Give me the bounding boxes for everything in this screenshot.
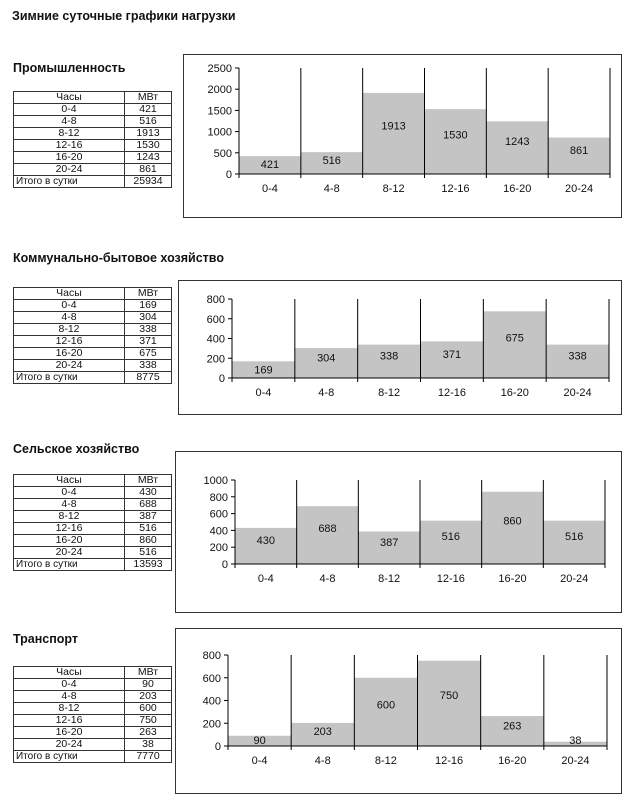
y-tick-label: 600 [202, 672, 221, 685]
section-title: Промышленность [13, 61, 126, 75]
hours-cell: 16-20 [14, 535, 125, 547]
x-tick-label: 0-4 [251, 755, 268, 767]
value-cell: 304 [125, 312, 172, 324]
chart-frame [175, 628, 622, 794]
data-label: 387 [379, 537, 399, 550]
x-tick-label: 20-24 [565, 183, 594, 195]
y-tick-label: 200 [202, 718, 221, 731]
power-header: МВт [125, 667, 172, 679]
y-tick-label: 600 [206, 313, 225, 326]
data-label: 371 [442, 348, 462, 361]
data-label: 203 [313, 725, 332, 738]
x-tick-label: 16-20 [498, 755, 527, 767]
value-cell: 169 [125, 300, 172, 312]
bar-chart [176, 629, 621, 793]
y-tick-label: 800 [206, 294, 225, 306]
data-label: 1913 [381, 120, 406, 133]
x-tick-label: 4-8 [319, 573, 336, 585]
x-tick-label: 12-16 [441, 183, 470, 195]
value-cell: 1913 [125, 128, 172, 140]
value-cell: 516 [125, 523, 172, 535]
hours-cell: 12-16 [14, 523, 125, 535]
y-tick-label: 500 [213, 147, 232, 160]
y-tick-label: 400 [206, 333, 225, 346]
y-tick-label: 200 [206, 353, 225, 366]
y-tick-label: 200 [209, 542, 228, 555]
value-cell: 600 [125, 703, 172, 715]
data-label: 169 [254, 364, 273, 377]
value-cell: 861 [125, 164, 172, 176]
x-tick-label: 0-4 [257, 573, 274, 585]
total-value: 8775 [125, 372, 172, 384]
x-tick-label: 4-8 [314, 755, 331, 767]
hours-cell: 8-12 [14, 128, 125, 140]
hours-cell: 20-24 [14, 360, 125, 372]
total-value: 25934 [125, 176, 172, 188]
value-cell: 516 [125, 547, 172, 559]
data-label: 600 [376, 699, 396, 712]
table-header-row [14, 667, 172, 679]
data-label: 421 [260, 159, 280, 172]
bar [354, 678, 417, 746]
x-tick-label: 16-20 [500, 387, 529, 399]
value-cell: 675 [125, 348, 172, 360]
power-header: МВт [125, 92, 172, 104]
total-label: Итого в сутки [14, 751, 125, 763]
table-total-row [14, 751, 172, 763]
y-tick-label: 0 [218, 373, 225, 385]
table-row [14, 703, 172, 715]
hours-cell: 12-16 [14, 140, 125, 152]
power-header: МВт [125, 288, 172, 300]
data-label: 750 [439, 690, 459, 703]
table-row [14, 727, 172, 739]
hours-cell: 12-16 [14, 336, 125, 348]
data-label: 304 [317, 352, 336, 365]
total-label: Итого в сутки [14, 176, 125, 188]
hours-cell: 8-12 [14, 703, 125, 715]
data-label: 860 [503, 515, 522, 528]
y-tick-label: 400 [209, 525, 228, 538]
x-tick-label: 8-12 [374, 755, 397, 767]
table-row [14, 691, 172, 703]
hours-cell: 20-24 [14, 547, 125, 559]
hours-cell: 16-20 [14, 727, 125, 739]
table-row [14, 679, 172, 691]
data-label: 338 [568, 350, 587, 363]
y-tick-label: 1000 [207, 126, 232, 139]
value-cell: 387 [125, 511, 172, 523]
hours-cell: 0-4 [14, 679, 125, 691]
data-label: 688 [318, 523, 337, 536]
value-cell: 750 [125, 715, 172, 727]
bar [418, 661, 481, 746]
y-tick-label: 400 [202, 695, 221, 708]
table-row [14, 715, 172, 727]
x-tick-label: 8-12 [378, 387, 401, 399]
power-header: МВт [125, 475, 172, 487]
value-cell: 421 [125, 104, 172, 116]
x-tick-label: 20-24 [563, 387, 592, 399]
total-value: 7770 [125, 751, 172, 763]
total-label: Итого в сутки [14, 372, 125, 384]
value-cell: 1243 [125, 152, 172, 164]
hours-cell: 0-4 [14, 104, 125, 116]
section-title: Транспорт [13, 632, 79, 646]
hours-cell: 20-24 [14, 164, 125, 176]
value-cell: 38 [125, 739, 172, 751]
hours-cell: 0-4 [14, 300, 125, 312]
x-tick-label: 4-8 [318, 387, 335, 399]
hours-header: Часы [14, 667, 125, 679]
value-cell: 90 [125, 679, 172, 691]
total-value: 13593 [125, 559, 172, 571]
x-tick-label: 4-8 [323, 183, 340, 195]
x-tick-label: 16-20 [503, 183, 532, 195]
x-tick-label: 20-24 [561, 755, 590, 767]
data-label: 1243 [505, 136, 530, 149]
x-tick-label: 12-16 [435, 755, 464, 767]
hours-header: Часы [14, 288, 125, 300]
value-cell: 516 [125, 116, 172, 128]
y-tick-label: 1000 [203, 475, 228, 487]
data-label: 338 [379, 350, 399, 363]
value-cell: 203 [125, 691, 172, 703]
hours-cell: 4-8 [14, 312, 125, 324]
y-tick-label: 1500 [207, 105, 232, 118]
y-tick-label: 0 [221, 559, 228, 571]
value-cell: 1530 [125, 140, 172, 152]
hours-cell: 20-24 [14, 739, 125, 751]
data-label: 90 [253, 735, 266, 747]
y-tick-label: 800 [202, 650, 221, 662]
x-tick-label: 12-16 [436, 573, 465, 585]
hours-cell: 4-8 [14, 499, 125, 511]
hours-cell: 8-12 [14, 511, 125, 523]
x-tick-label: 20-24 [560, 573, 589, 585]
value-cell: 338 [125, 324, 172, 336]
hours-cell: 16-20 [14, 348, 125, 360]
value-cell: 860 [125, 535, 172, 547]
hours-header: Часы [14, 92, 125, 104]
x-tick-label: 0-4 [255, 387, 272, 399]
section-title: Сельское хозяйство [13, 442, 140, 456]
data-label: 516 [441, 531, 461, 544]
hours-header: Часы [14, 475, 125, 487]
x-tick-label: 0-4 [261, 183, 278, 195]
data-label: 861 [569, 144, 589, 157]
y-tick-label: 600 [209, 508, 228, 521]
value-cell: 338 [125, 360, 172, 372]
hours-cell: 4-8 [14, 116, 125, 128]
section-title: Коммунально-бытовое хозяйство [13, 251, 224, 265]
x-tick-label: 12-16 [437, 387, 466, 399]
y-tick-label: 2500 [207, 63, 232, 75]
total-label: Итого в сутки [14, 559, 125, 571]
x-tick-label: 8-12 [382, 183, 405, 195]
data-label: 38 [569, 735, 582, 747]
hours-cell: 0-4 [14, 487, 125, 499]
x-tick-label: 16-20 [498, 573, 527, 585]
data-label: 516 [322, 155, 341, 168]
page-title: Зимние суточные графики нагрузки [12, 9, 236, 23]
y-tick-label: 2000 [207, 84, 232, 97]
table-row [14, 739, 172, 751]
value-cell: 263 [125, 727, 172, 739]
hours-cell: 16-20 [14, 152, 125, 164]
value-cell: 430 [125, 487, 172, 499]
value-cell: 688 [125, 499, 172, 511]
hours-cell: 8-12 [14, 324, 125, 336]
y-tick-label: 0 [225, 169, 232, 181]
y-tick-label: 0 [214, 741, 221, 753]
y-tick-label: 800 [209, 491, 228, 504]
data-label: 263 [503, 720, 522, 733]
hours-cell: 4-8 [14, 691, 125, 703]
value-cell: 371 [125, 336, 172, 348]
data-label: 516 [564, 531, 584, 544]
load-table [13, 666, 172, 763]
data-label: 675 [505, 332, 524, 345]
data-label: 430 [256, 535, 276, 548]
data-label: 1530 [443, 129, 468, 142]
hours-cell: 12-16 [14, 715, 125, 727]
x-tick-label: 8-12 [378, 573, 401, 585]
